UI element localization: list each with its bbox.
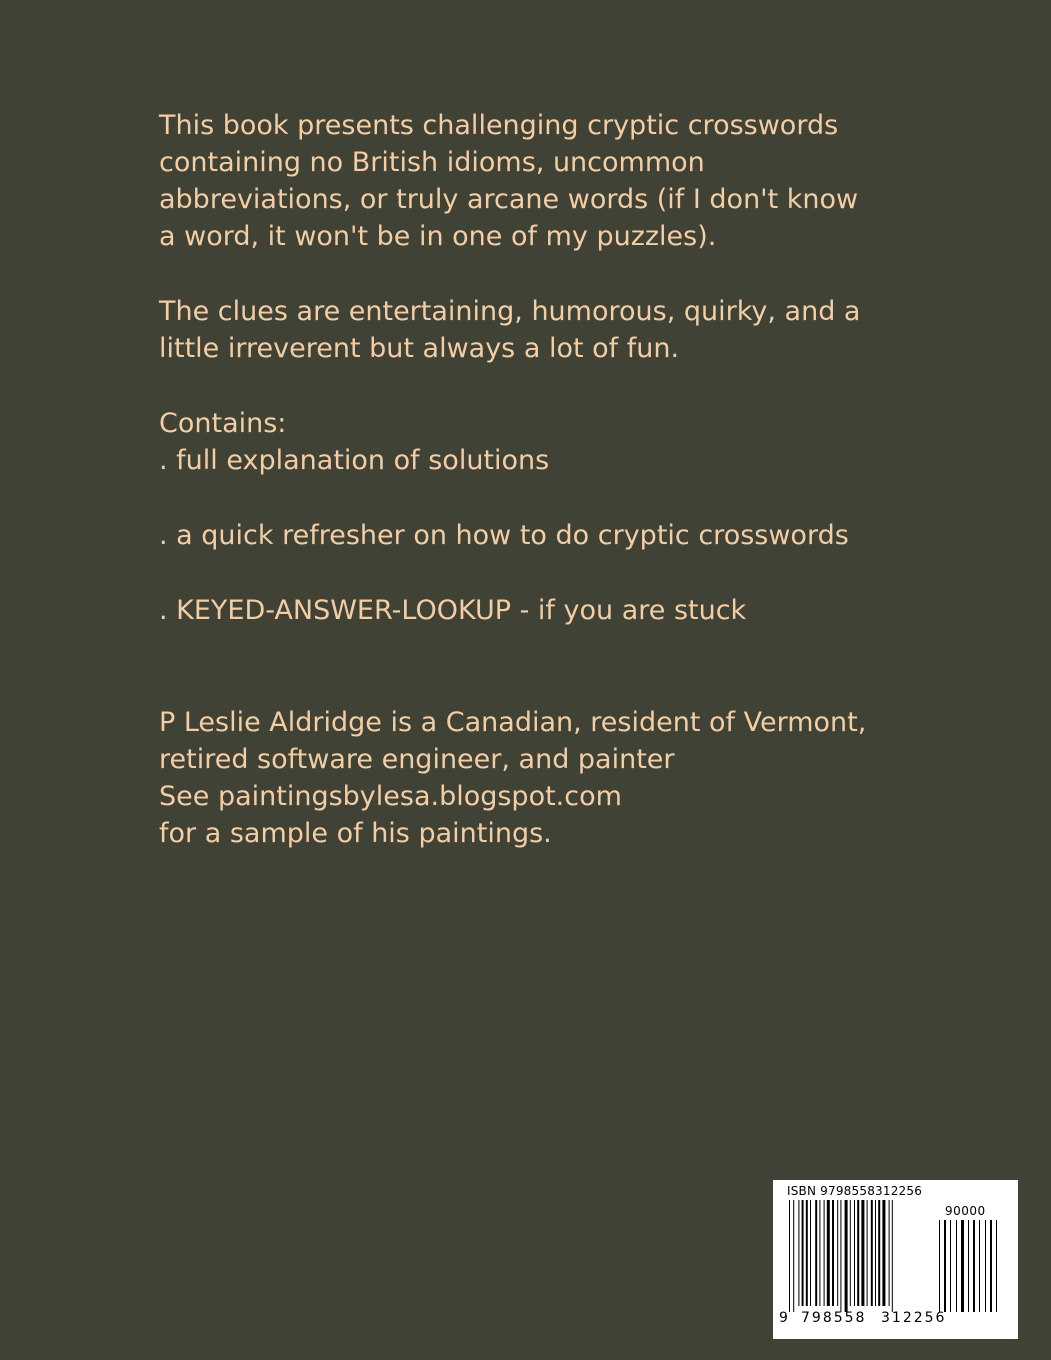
intro-line: containing no British idioms, uncommon: [159, 147, 705, 178]
isbn-barcode: [773, 1180, 1018, 1339]
barcode-bar: [815, 1200, 817, 1306]
barcode-digit-group-1: 798558: [801, 1310, 867, 1326]
barcode-digit-first: 9: [779, 1310, 790, 1326]
addon-bar: [944, 1220, 946, 1312]
barcode-bar: [837, 1200, 838, 1306]
clues-line: little irreverent but always a lot of fun.: [159, 333, 680, 364]
back-cover-text: [159, 107, 1019, 852]
barcode-bar: [889, 1200, 890, 1306]
barcode-digits: [779, 1310, 961, 1326]
barcode-digit-group-2: 312256: [881, 1310, 947, 1326]
barcode-bar: [824, 1200, 825, 1306]
bio-line: P Leslie Aldridge is a Canadian, resident of Vermont,: [159, 707, 867, 738]
barcode-bar: [840, 1200, 841, 1312]
bio-line: retired software engineer, and painter: [159, 744, 675, 775]
isbn-label: ISBN 9798558312256: [787, 1184, 923, 1198]
barcode-bar: [789, 1200, 790, 1312]
addon-bar: [956, 1220, 957, 1312]
contents-item: . a quick refresher on how to do cryptic crosswords: [159, 520, 849, 551]
contents-item: . KEYED-ANSWER-LOOKUP - if you are stuck: [159, 595, 747, 626]
barcode-bar: [798, 1200, 799, 1306]
contents-item: . full explanation of solutions: [159, 445, 550, 476]
intro-line: This book presents challenging cryptic crosswords: [159, 110, 839, 141]
author-bio: [159, 704, 1019, 852]
barcode-bar: [871, 1200, 873, 1306]
barcode-bar: [819, 1200, 820, 1306]
barcode-bar: [802, 1200, 804, 1306]
addon-bar: [950, 1220, 951, 1312]
price-code: 90000: [945, 1204, 986, 1218]
clues-line: The clues are entertaining, humorous, quirky, and a: [159, 296, 861, 327]
addon-bar: [939, 1220, 940, 1312]
addon-bar: [979, 1220, 980, 1312]
bio-line: See paintingsbylesa.blogspot.com: [159, 781, 622, 812]
barcode-bar: [850, 1200, 851, 1306]
barcode-bar: [892, 1200, 893, 1312]
barcode-bar: [854, 1200, 855, 1306]
intro-line: a word, it won't be in one of my puzzles).: [159, 221, 717, 252]
addon-bar: [990, 1220, 992, 1312]
addon-bar: [985, 1220, 986, 1312]
contains-heading: Contains:: [159, 408, 287, 439]
barcode-bar: [878, 1200, 880, 1306]
intro-paragraph: [159, 107, 1019, 255]
addon-bar: [973, 1220, 975, 1312]
barcode-bar: [882, 1200, 885, 1306]
clues-paragraph: [159, 293, 1019, 367]
barcode-bar: [845, 1200, 848, 1312]
addon-bar: [996, 1220, 997, 1312]
barcode-bar: [827, 1200, 830, 1306]
addon-bar: [961, 1220, 964, 1312]
addon-bar: [968, 1220, 969, 1312]
barcode-bar: [861, 1200, 864, 1306]
barcode-bar: [832, 1200, 834, 1306]
barcode-bar: [857, 1200, 859, 1306]
barcode-bar: [806, 1200, 808, 1306]
barcode-bar: [793, 1200, 794, 1312]
bio-line: for a sample of his paintings.: [159, 818, 552, 849]
barcode-bar: [810, 1200, 811, 1306]
barcode-bar: [867, 1200, 868, 1306]
intro-line: abbreviations, or truly arcane words (if I don't know: [159, 184, 859, 215]
barcode-bar: [875, 1200, 876, 1306]
